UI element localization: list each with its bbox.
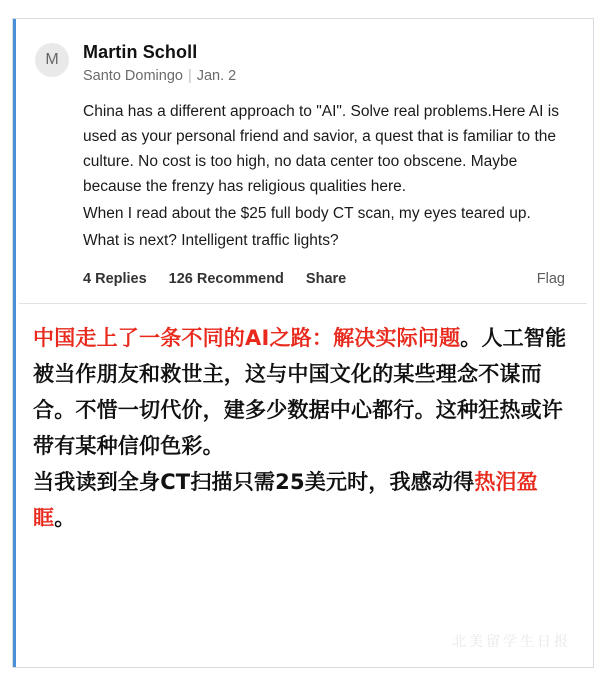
share-button[interactable]: Share (305, 271, 347, 287)
translation-highlight-2: 热泪盈眶 (33, 470, 538, 530)
recommend-button[interactable]: 126 Recommend (168, 271, 284, 287)
comment-header (35, 41, 571, 86)
translation-rest-1: 。人工智能被当作朋友和救世主，这与中国文化的某些理念不谋而合。不惜一切代价，建多少数据中心都行。这种狂热或许带有某种信仰色彩。 (33, 326, 567, 458)
flag-button[interactable]: Flag (536, 271, 565, 287)
comment-date: Jan. 2 (196, 68, 237, 84)
translation-block (13, 304, 593, 536)
translation-paragraph-2 (33, 464, 573, 536)
translation-paragraph-1 (33, 320, 573, 464)
translation-suffix-2: 。 (54, 506, 76, 530)
comment-paragraph: China has a different approach to "AI". Solve real problems.Here AI is used as your personal friend and savior, a quest that is familiar to the culture. No cost is too high, no data center too obscene. Maybe because the frenzy has religious qualities here. (83, 103, 559, 195)
comment-body (83, 99, 567, 253)
comment-meta (83, 66, 236, 86)
author-name[interactable]: Martin Scholl (83, 42, 198, 62)
comment-paragraph: When I read about the $25 full body CT scan, my eyes teared up. (83, 205, 531, 222)
translation-prefix-2: 当我读到全身CT扫描只需25美元时，我感动得 (33, 470, 475, 494)
meta-separator: | (187, 68, 192, 84)
comment-block (13, 19, 593, 303)
author-location: Santo Domingo (83, 68, 183, 84)
avatar: M (35, 43, 69, 77)
comment-paragraph: What is next? Intelligent traffic lights? (83, 232, 339, 249)
watermark: 北美留学生日报 (452, 634, 571, 650)
comment-actions (83, 271, 565, 303)
translation-highlight-1: 中国走上了一条不同的AI之路：解决实际问题 (33, 326, 461, 350)
comment-card (12, 18, 594, 668)
author-meta (83, 41, 236, 86)
replies-button[interactable]: 4 Replies (83, 271, 147, 287)
